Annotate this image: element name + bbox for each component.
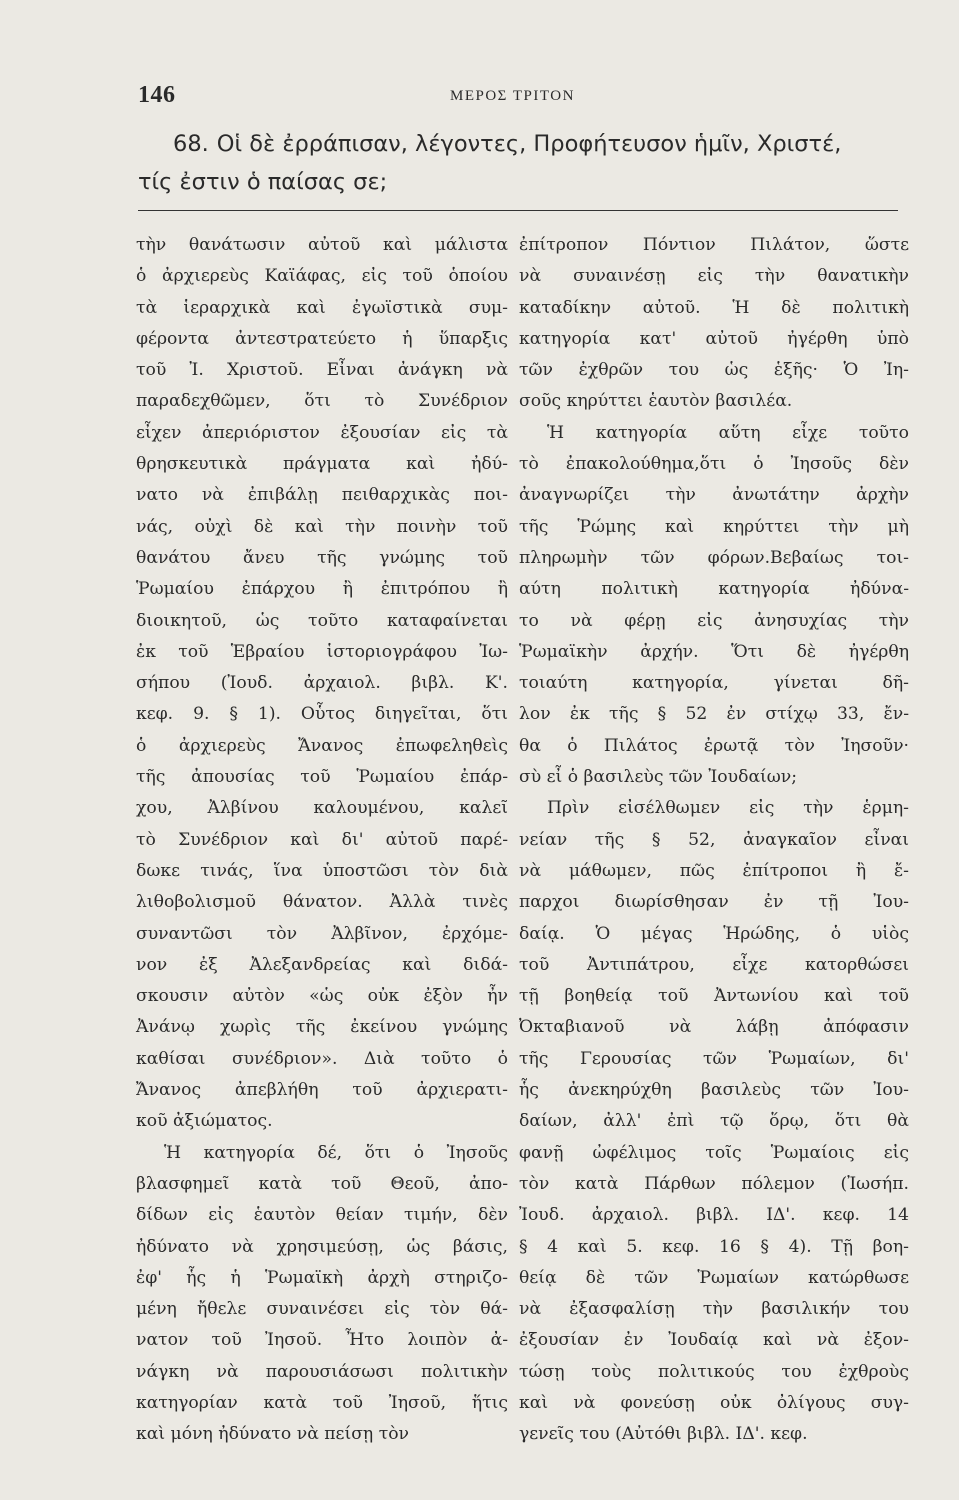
text-line: θανάτου ἄνευ τῆς γνώμης τοῦ	[136, 547, 508, 568]
text-line: μένη ἤθελε συναινέσει εἰς τὸν θά-	[136, 1299, 508, 1320]
right-column	[519, 230, 909, 1451]
text-line: νὰ ἐξασφαλίσῃ τὴν βασιλικήν του	[519, 1299, 909, 1320]
verse-number: 68.	[173, 131, 209, 157]
text-line: κατηγορία κατ' αὐτοῦ ἠγέρθη ὑπὸ	[519, 328, 909, 349]
text-line: ἐφ' ἧς ἡ Ῥωμαϊκὴ ἀρχὴ στηριζο-	[136, 1267, 508, 1288]
text-line: φέροντα ἀντεστρατεύετο ἡ ὕπαρξις	[136, 328, 508, 349]
text-line: τώσῃ τοὺς πολιτικούς του ἐχθροὺς	[519, 1361, 909, 1382]
text-line: Πρὶν εἰσέλθωμεν εἰς τὴν ἑρμη-	[547, 798, 909, 819]
text-line: το νὰ φέρῃ εἰς ἀνησυχίας τὴν	[519, 610, 909, 631]
text-line: ἐξουσίαν ἐν Ἰουδαίᾳ καὶ νὰ ἐξον-	[519, 1330, 909, 1351]
page-number: 146	[138, 82, 176, 108]
text-line: ὁ ἀρχιερεὺς Καϊάφας, εἰς τοῦ ὁποίου	[136, 266, 508, 287]
text-line: νὰ μάθωμεν, πῶς ἐπίτροποι ἢ ἔ-	[519, 860, 909, 881]
text-line: συναντῶσι τὸν Ἀλβῖνον, ἐρχόμε-	[136, 923, 508, 944]
text-line: ἀναγνωρίζει τὴν ἀνωτάτην ἀρχὴν	[519, 485, 909, 506]
text-line: δαίᾳ. Ὁ μέγας Ἡρώδης, ὁ υἱὸς	[519, 923, 909, 944]
text-line: Ῥωμαίου ἐπάρχου ἢ ἐπιτρόπου ἢ	[136, 579, 508, 600]
text-line: νὰ συναινέσῃ εἰς τὴν θανατικὴν	[519, 266, 909, 287]
left-column	[136, 230, 508, 1451]
text-line: ἧς ἀνεκηρύχθη βασιλεὺς τῶν Ἰου-	[519, 1080, 909, 1101]
text-line: κοῦ ἀξιώματος.	[136, 1111, 273, 1132]
text-line: τοιαύτη κατηγορία, γίνεται δῆ-	[519, 673, 909, 694]
text-line: τὸν κατὰ Πάρθων πόλεμον (Ἰωσήπ.	[519, 1173, 909, 1194]
text-line: δαίων, ἀλλ' ἐπὶ τῷ ὅρῳ, ὅτι θὰ	[519, 1111, 909, 1132]
text-line: τῆς Γερουσίας τῶν Ῥωμαίων, δι'	[519, 1048, 909, 1069]
text-line: τῆς Ῥώμης καὶ κηρύττει τὴν μὴ	[519, 516, 909, 537]
text-line: Ἡ κατηγορία αὕτη εἶχε τοῦτο	[547, 422, 909, 443]
text-line: νάγκη νὰ παρουσιάσωσι πολιτικὴν	[136, 1361, 508, 1382]
text-line: θα ὁ Πιλάτος ἐρωτᾷ τὸν Ἰησοῦν·	[519, 735, 909, 756]
text-line: Ἡ κατηγορία δέ, ὅτι ὁ Ἰησοῦς	[164, 1142, 508, 1163]
text-line: τῶν ἐχθρῶν του ὡς ἑξῆς· Ὁ Ἰη-	[519, 360, 909, 381]
text-line: Ὀκταβιανοῦ νὰ λάβῃ ἀπόφασιν	[519, 1017, 909, 1038]
text-line: καὶ νὰ φονεύσῃ οὐκ ὀλίγους συγ-	[519, 1392, 909, 1413]
text-line: κεφ. 9. § 1). Οὗτος διηγεῖται, ὅτι	[136, 704, 508, 725]
text-line: τὴν θανάτωσιν αὐτοῦ καὶ μάλιστα	[136, 235, 508, 255]
separator-rule	[138, 210, 898, 211]
text-line: φανῇ ὠφέλιμος τοῖς Ῥωμαίοις εἰς	[519, 1142, 909, 1163]
verse-line: τίς ἐστιν ὁ παίσας σε;	[138, 169, 388, 195]
text-line: ὁ ἀρχιερεὺς Ἄνανος ἐπωφεληθεὶς	[136, 735, 508, 756]
text-line: Ἀνάνῳ χωρὶς τῆς ἐκείνου γνώμης	[136, 1017, 508, 1038]
text-line: σὺ εἶ ὁ βασιλεὺς τῶν Ἰουδαίων;	[519, 767, 798, 788]
text-line: διοικητοῦ, ὡς τοῦτο καταφαίνεται	[136, 610, 508, 631]
text-line: τοῦ Ἰ. Χριστοῦ. Εἶναι ἀνάγκη νὰ	[136, 360, 508, 381]
text-line: δίδων εἰς ἑαυτὸν θείαν τιμήν, δὲν	[136, 1205, 508, 1226]
verse-text: Οἱ δὲ ἐρράπισαν, λέγοντες, Προφήτευσον ἡμῖν, Χριστέ,	[216, 131, 842, 157]
text-line: γενεῖς του (Αὐτόθι βιβλ. ΙΔ'. κεφ.	[519, 1424, 808, 1445]
text-line: χου, Ἀλβίνου καλουμένου, καλεῖ	[136, 798, 508, 819]
text-line: λον ἐκ τῆς § 52 ἐν στίχῳ 33, ἔν-	[519, 704, 909, 725]
text-line: ἠδύνατο νὰ χρησιμεύσῃ, ὡς βάσις,	[136, 1236, 508, 1257]
text-line: § 4 καὶ 5. κεφ. 16 § 4). Τῇ βοη-	[519, 1236, 909, 1257]
text-line: Ἄνανος ἀπεβλήθη τοῦ ἀρχιερατι-	[136, 1080, 508, 1101]
text-line: τῇ βοηθείᾳ τοῦ Ἀντωνίου καὶ τοῦ	[519, 986, 909, 1007]
text-line: τοῦ Ἀντιπάτρου, εἶχε κατορθώσει	[519, 954, 909, 975]
text-line: Ῥωμαϊκὴν ἀρχήν. Ὅτι δὲ ἠγέρθη	[519, 641, 909, 662]
text-line: νατο νὰ ἐπιβάλῃ πειθαρχικὰς ποι-	[136, 485, 508, 506]
text-line: αύτη πολιτικὴ κατηγορία ἠδύνα-	[519, 579, 909, 600]
text-line: τῆς ἀπουσίας τοῦ Ῥωμαίου ἐπάρ-	[136, 767, 508, 788]
text-line: σοῦς κηρύττει ἑαυτὸν βασιλέα.	[519, 391, 793, 412]
text-line: τὸ ἐπακολούθημα,ὅτι ὁ Ἰησοῦς δὲν	[519, 454, 909, 475]
text-line: θείᾳ δὲ τῶν Ῥωμαίων κατώρθωσε	[519, 1267, 909, 1288]
text-line: νάς, οὐχὶ δὲ καὶ τὴν ποινὴν τοῦ	[136, 516, 508, 537]
running-head: ΜΕΡΟΣ ΤΡΙΤΟΝ	[450, 88, 575, 104]
text-line: παραδεχθῶμεν, ὅτι τὸ Συνέδριον	[136, 391, 508, 412]
text-line: καὶ μόνη ἠδύνατο νὰ πείσῃ τὸν	[136, 1424, 410, 1445]
text-line: τὸ Συνέδριον καὶ δι' αὐτοῦ παρέ-	[136, 829, 508, 850]
text-line: βλασφημεῖ κατὰ τοῦ Θεοῦ, ἀπο-	[136, 1173, 508, 1194]
text-line: νατον τοῦ Ἰησοῦ. Ἦτο λοιπὸν ἀ-	[136, 1330, 508, 1351]
text-line: Ἰουδ. ἀρχαιολ. βιβλ. ΙΔ'. κεφ. 14	[519, 1205, 909, 1226]
text-line: νείαν τῆς § 52, ἀναγκαῖον εἶναι	[519, 829, 909, 850]
text-line: κατηγορίαν κατὰ τοῦ Ἰησοῦ, ἥτις	[136, 1392, 508, 1413]
text-line: παρχοι διωρίσθησαν ἐν τῇ Ἰου-	[519, 892, 909, 913]
text-line: πληρωμὴν τῶν φόρων.Βεβαίως τοι-	[519, 547, 909, 568]
text-line: σήπου (Ἰουδ. ἀρχαιολ. βιβλ. Κ'.	[136, 673, 508, 694]
text-line: ἐκ τοῦ Ἑβραίου ἱστοριογράφου Ἰω-	[136, 641, 508, 662]
text-line: σκουσιν αὐτὸν «ὡς οὐκ ἐξὸν ἦν	[136, 986, 508, 1007]
verse-line	[138, 125, 898, 163]
text-line: εἶχεν ἀπεριόριστον ἐξουσίαν εἰς τὰ	[136, 422, 508, 443]
text-line: καθίσαι συνέδριον». Διὰ τοῦτο ὁ	[136, 1048, 508, 1069]
verse-block	[138, 125, 898, 201]
text-line: τὰ ἱεραρχικὰ καὶ ἐγωϊστικὰ συμ-	[136, 297, 508, 318]
text-line: δωκε τινάς, ἵνα ὑποστῶσι τὸν διὰ	[136, 860, 508, 881]
text-line: ἐπίτροπον Πόντιον Πιλάτον, ὥστε	[519, 235, 909, 255]
text-line: καταδίκην αὐτοῦ. Ἡ δὲ πολιτικὴ	[519, 297, 909, 318]
text-line: θρησκευτικὰ πράγματα καὶ ἠδύ-	[136, 454, 508, 475]
text-line: λιθοβολισμοῦ θάνατον. Ἀλλὰ τινὲς	[136, 892, 508, 913]
text-line: νον ἐξ Ἀλεξανδρείας καὶ διδά-	[136, 954, 508, 975]
